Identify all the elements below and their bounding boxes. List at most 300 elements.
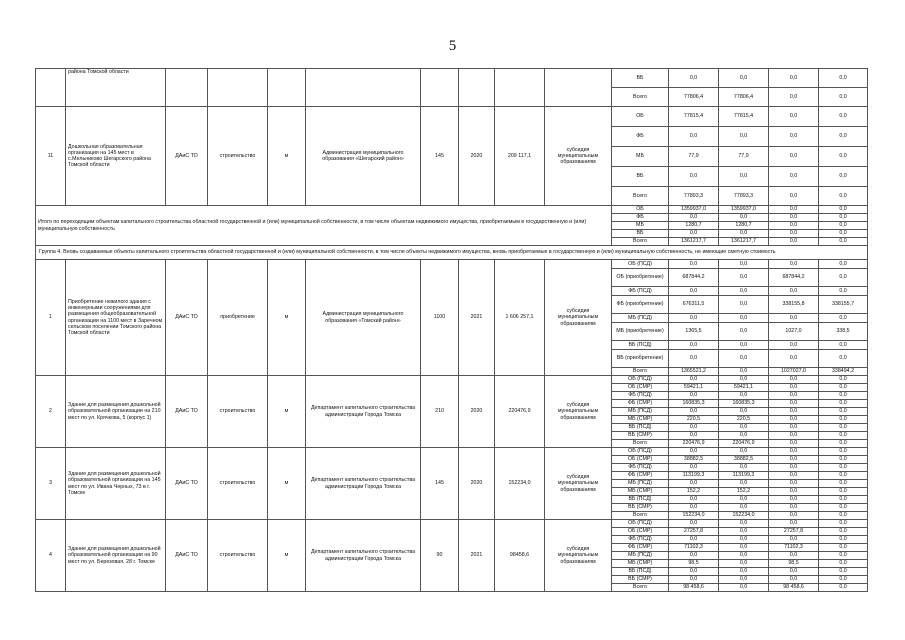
- fin-year-2021: 0,0: [769, 69, 819, 88]
- fin-total: 0,0: [669, 408, 719, 416]
- fin-year-2022: 0,0: [819, 167, 868, 187]
- fin-source: ФБ (ПСД): [612, 392, 669, 400]
- fin-year-2022: 0,0: [819, 464, 868, 472]
- fin-year-2020: 0,0: [719, 528, 769, 536]
- fin-source: ОБ (СМР): [612, 528, 669, 536]
- object-funding-form: субсидия муниципальным образованиям: [545, 376, 612, 448]
- object-unit: м: [268, 107, 306, 206]
- fin-total: 0,0: [669, 127, 719, 147]
- fin-year-2020: 113199,3: [719, 472, 769, 480]
- fin-total: 0,0: [669, 392, 719, 400]
- fin-year-2021: 0,0: [769, 536, 819, 544]
- fin-total: 77815,4: [669, 107, 719, 127]
- fin-year-2022: 0,0: [819, 560, 868, 568]
- fin-year-2022: 0,0: [819, 504, 868, 512]
- fin-year-2020: 77815,4: [719, 107, 769, 127]
- fin-year-2020: 152,2: [719, 488, 769, 496]
- fin-year-2022: 338,5: [819, 323, 868, 341]
- fin-year-2021: 0,0: [769, 576, 819, 584]
- fin-year-2020: 1359937,0: [719, 206, 769, 214]
- fin-total: 687844,2: [669, 269, 719, 287]
- object-recipient: Администрация муниципального образования «Томский район»: [306, 260, 421, 376]
- fin-source: МБ (приобретение): [612, 323, 669, 341]
- fin-year-2021: 71102,3: [769, 544, 819, 552]
- fin-year-2020: 0,0: [719, 504, 769, 512]
- fin-total: 98,5: [669, 560, 719, 568]
- fin-total: 0,0: [669, 576, 719, 584]
- fin-source: ВБ (ПСД): [612, 424, 669, 432]
- fin-source: ОБ: [612, 206, 669, 214]
- fin-year-2020: 0,0: [719, 448, 769, 456]
- group-header-row: [36, 246, 868, 260]
- fin-year-2022: 0,0: [819, 269, 868, 287]
- fin-year-2021: 0,0: [769, 408, 819, 416]
- fin-year-2021: 0,0: [769, 88, 819, 107]
- fin-total: 0,0: [669, 376, 719, 384]
- fin-source: ФБ: [612, 214, 669, 222]
- fin-source: МБ (ПСД): [612, 314, 669, 323]
- fin-year-2020: 77893,3: [719, 187, 769, 206]
- object-number: 11: [36, 107, 66, 206]
- fin-source: ФБ (СМР): [612, 472, 669, 480]
- fin-year-2021: 98 458,6: [769, 584, 819, 592]
- fin-year-2022: 0,0: [819, 341, 868, 350]
- fin-year-2022: 0,0: [819, 408, 868, 416]
- fin-year-2021: 0,0: [769, 504, 819, 512]
- fin-total: 0,0: [669, 214, 719, 222]
- fin-source: ФБ (ПСД): [612, 536, 669, 544]
- fin-year-2020: 0,0: [719, 341, 769, 350]
- fin-source: Всего: [612, 88, 669, 107]
- fin-year-2021: 0,0: [769, 287, 819, 296]
- object-work-type: строительство: [208, 520, 268, 592]
- fin-year-2021: 0,0: [769, 107, 819, 127]
- object-name: Здание для размещения дошкольной образовательной организации на 210 мест по ул. Крячкова, 5 (корпус 1): [66, 376, 166, 448]
- page-number: 5: [448, 38, 457, 54]
- fin-year-2020: 77806,4: [719, 88, 769, 107]
- fin-source: ОБ (ПСД): [612, 260, 669, 269]
- fin-year-2020: 0,0: [719, 576, 769, 584]
- fin-source: ФБ (ПСД): [612, 287, 669, 296]
- fin-year-2022: 0,0: [819, 147, 868, 167]
- fin-year-2020: 1361217,7: [719, 238, 769, 246]
- object-capacity: 1100: [421, 260, 459, 376]
- fin-year-2020: 0,0: [719, 464, 769, 472]
- fin-total: 1365,5: [669, 323, 719, 341]
- fin-year-2020: 77,9: [719, 147, 769, 167]
- fin-year-2022: 0,0: [819, 472, 868, 480]
- object-unit: м: [268, 520, 306, 592]
- fin-year-2021: 0,0: [769, 400, 819, 408]
- fin-total: 0,0: [669, 230, 719, 238]
- object-funding-form: субсидия муниципальным образованиям: [545, 260, 612, 376]
- fin-year-2021: 338155,8: [769, 296, 819, 314]
- object-customer: ДАиС ТО: [166, 260, 208, 376]
- fin-source: ОБ (СМР): [612, 384, 669, 392]
- fin-year-2021: 0,0: [769, 384, 819, 392]
- fin-total: 59421,1: [669, 384, 719, 392]
- fin-source: ВБ (приобретение): [612, 350, 669, 368]
- fin-year-2021: 0,0: [769, 480, 819, 488]
- fin-year-2022: 0,0: [819, 584, 868, 592]
- fin-total: 0,0: [669, 464, 719, 472]
- fin-year-2020: 0,0: [719, 544, 769, 552]
- fin-total: 220,5: [669, 416, 719, 424]
- fin-year-2022: 0,0: [819, 230, 868, 238]
- object-recipient: Департамент капитального строительства администрации Города Томска: [306, 520, 421, 592]
- fin-year-2021: 0,0: [769, 424, 819, 432]
- fin-year-2021: 98,5: [769, 560, 819, 568]
- fin-year-2021: 0,0: [769, 376, 819, 384]
- fin-total: 0,0: [669, 432, 719, 440]
- fin-source: МБ: [612, 147, 669, 167]
- fin-year-2020: 160835,3: [719, 400, 769, 408]
- fin-year-2021: 1027,0: [769, 323, 819, 341]
- object-year: 2021: [459, 260, 495, 376]
- fin-year-2022: 0,0: [819, 520, 868, 528]
- fin-source: ФБ (СМР): [612, 400, 669, 408]
- fin-year-2021: 0,0: [769, 260, 819, 269]
- fin-year-2021: 0,0: [769, 472, 819, 480]
- fin-year-2021: 0,0: [769, 496, 819, 504]
- fin-year-2022: 0,0: [819, 456, 868, 464]
- fin-source: Всего: [612, 512, 669, 520]
- fin-total: 0,0: [669, 504, 719, 512]
- fin-total: 0,0: [669, 260, 719, 269]
- object-name: Здание для размещения дошкольной образовательной организации на 145 мест по ул. Ивана Черных, 73 в г. Томске: [66, 448, 166, 520]
- fin-total: 38882,5: [669, 456, 719, 464]
- fin-year-2022: 0,0: [819, 552, 868, 560]
- object-customer: ДАиС ТО: [166, 107, 208, 206]
- fin-year-2022: 0,0: [819, 206, 868, 214]
- fin-year-2021: 0,0: [769, 552, 819, 560]
- object-cost: 220476,9: [495, 376, 545, 448]
- fin-year-2022: 0,0: [819, 448, 868, 456]
- table-row: [36, 69, 868, 88]
- fin-source: МБ (СМР): [612, 488, 669, 496]
- fin-year-2022: 0,0: [819, 400, 868, 408]
- fin-source: ОБ (СМР): [612, 456, 669, 464]
- fin-total: 676311,5: [669, 296, 719, 314]
- fin-year-2020: 38882,5: [719, 456, 769, 464]
- fin-year-2022: 0,0: [819, 88, 868, 107]
- fin-year-2022: 0,0: [819, 576, 868, 584]
- object-capacity: 210: [421, 376, 459, 448]
- fin-total: 0,0: [669, 424, 719, 432]
- fin-year-2022: 0,0: [819, 222, 868, 230]
- fin-year-2022: 0,0: [819, 392, 868, 400]
- fin-year-2022: 0,0: [819, 496, 868, 504]
- fin-year-2020: 0,0: [719, 260, 769, 269]
- object-funding-form: субсидия муниципальным образованиям: [545, 520, 612, 592]
- object-unit: м: [268, 260, 306, 376]
- object-cost: 152234,0: [495, 448, 545, 520]
- fin-year-2020: 0,0: [719, 584, 769, 592]
- group-4-title: Группа 4. Вновь создаваемые объекты капитального строительства областной государственной и (или) муниципальной собственности, в том числе объекты недвижимого имущества, вновь приобретаемые в государственную и (или) муниципальную собственность, не имеющие сметную стоимость: [36, 246, 868, 260]
- fin-source: ВБ (СМР): [612, 576, 669, 584]
- fin-year-2022: 0,0: [819, 69, 868, 88]
- object-unit: м: [268, 448, 306, 520]
- object-name: Дошкольная образовательная организация на 145 мест в с.Мельниково Шегарского района Томской области: [66, 107, 166, 206]
- fin-year-2020: 0,0: [719, 214, 769, 222]
- fin-year-2020: 220476,9: [719, 440, 769, 448]
- fin-source: МБ (ПСД): [612, 408, 669, 416]
- fin-year-2020: 0,0: [719, 350, 769, 368]
- fin-total: 0,0: [669, 520, 719, 528]
- object-number: 4: [36, 520, 66, 592]
- fin-year-2021: 0,0: [769, 341, 819, 350]
- fin-year-2020: 0,0: [719, 323, 769, 341]
- fin-year-2022: 0,0: [819, 350, 868, 368]
- fin-total: 27257,8: [669, 528, 719, 536]
- object-work-type: строительство: [208, 448, 268, 520]
- table-row: [36, 107, 868, 127]
- fin-source: Всего: [612, 187, 669, 206]
- fin-year-2021: 0,0: [769, 416, 819, 424]
- total-carryover-label: Итого по переходящим объектам капитального строительства областной государственной и (или) муниципальной собственности, в том числе объектам недвижимого имущества, приобретаемым в государственную и (или) муниципальную собственность: [36, 206, 612, 246]
- fin-year-2021: 0,0: [769, 432, 819, 440]
- fin-source: ОБ (ПСД): [612, 376, 669, 384]
- fin-year-2022: 0,0: [819, 287, 868, 296]
- fin-year-2020: 59421,1: [719, 384, 769, 392]
- fin-source: ВБ: [612, 230, 669, 238]
- fin-source: ВБ (ПСД): [612, 496, 669, 504]
- fin-year-2021: 0,0: [769, 456, 819, 464]
- fin-year-2021: 0,0: [769, 206, 819, 214]
- fin-year-2022: 0,0: [819, 314, 868, 323]
- table-row: [36, 448, 868, 456]
- object-customer: ДАиС ТО: [166, 520, 208, 592]
- fin-year-2022: 0,0: [819, 260, 868, 269]
- fin-year-2022: 0,0: [819, 424, 868, 432]
- fin-year-2021: 0,0: [769, 167, 819, 187]
- fin-total: 0,0: [669, 496, 719, 504]
- object-cost: 1 606 257,1: [495, 260, 545, 376]
- fin-year-2020: 1280,7: [719, 222, 769, 230]
- fin-source: МБ (ПСД): [612, 480, 669, 488]
- fin-year-2021: 0,0: [769, 350, 819, 368]
- object-name: Приобретение нежилого здания с инженерными сооружениями для размещения общеобразовательной организации на 1100 мест в Заречном сельском поселении Томского района Томской области: [66, 260, 166, 376]
- object-funding-form: субсидия муниципальным образованиям: [545, 107, 612, 206]
- fin-year-2020: 0,0: [719, 392, 769, 400]
- fin-year-2022: 0,0: [819, 488, 868, 496]
- fin-source: Всего: [612, 368, 669, 376]
- fin-total: 77,9: [669, 147, 719, 167]
- fin-year-2021: 687844,2: [769, 269, 819, 287]
- object-unit: м: [268, 376, 306, 448]
- fin-source: ОБ: [612, 107, 669, 127]
- fin-year-2022: 0,0: [819, 187, 868, 206]
- fin-year-2020: 0,0: [719, 408, 769, 416]
- fin-year-2021: 0,0: [769, 448, 819, 456]
- fin-total: 1280,7: [669, 222, 719, 230]
- fin-total: 0,0: [669, 314, 719, 323]
- table-row: [36, 206, 868, 214]
- fin-year-2022: 0,0: [819, 512, 868, 520]
- fin-total: 152,2: [669, 488, 719, 496]
- fin-source: ВБ (ПСД): [612, 341, 669, 350]
- fin-year-2021: 27257,8: [769, 528, 819, 536]
- fin-year-2021: 0,0: [769, 488, 819, 496]
- fin-total: 71102,3: [669, 544, 719, 552]
- fin-source: ОБ (ПСД): [612, 448, 669, 456]
- fin-year-2021: 1027027,0: [769, 368, 819, 376]
- fin-source: ВБ (СМР): [612, 432, 669, 440]
- fin-year-2021: 0,0: [769, 238, 819, 246]
- fin-year-2022: 338494,2: [819, 368, 868, 376]
- fin-total: 0,0: [669, 341, 719, 350]
- object-year: 2020: [459, 376, 495, 448]
- fin-year-2022: 0,0: [819, 416, 868, 424]
- fin-year-2020: 0,0: [719, 424, 769, 432]
- fin-total: 0,0: [669, 552, 719, 560]
- fin-total: 113199,3: [669, 472, 719, 480]
- fin-year-2020: 0,0: [719, 520, 769, 528]
- fin-year-2020: 0,0: [719, 560, 769, 568]
- fin-year-2020: 0,0: [719, 552, 769, 560]
- fin-source: МБ (СМР): [612, 560, 669, 568]
- fin-total: 160835,3: [669, 400, 719, 408]
- fin-year-2021: 0,0: [769, 147, 819, 167]
- fin-year-2022: 0,0: [819, 536, 868, 544]
- fin-year-2021: 0,0: [769, 230, 819, 238]
- object-number: 2: [36, 376, 66, 448]
- fin-source: ВБ: [612, 69, 669, 88]
- object-name: Здание для размещения дошкольной образовательной организации на 90 мест по ул. Березовая, 28 г. Томске: [66, 520, 166, 592]
- fin-total: 0,0: [669, 568, 719, 576]
- fin-total: 0,0: [669, 287, 719, 296]
- fin-total: 0,0: [669, 448, 719, 456]
- fin-source: Всего: [612, 238, 669, 246]
- fin-year-2021: 0,0: [769, 214, 819, 222]
- fin-year-2020: 0,0: [719, 368, 769, 376]
- fin-year-2020: 0,0: [719, 230, 769, 238]
- object-number: 1: [36, 260, 66, 376]
- table-row: [36, 376, 868, 384]
- fin-total: 1361217,7: [669, 238, 719, 246]
- fin-total: 1365521,2: [669, 368, 719, 376]
- object-recipient: Администрация муниципального образования «Шегарский район»: [306, 107, 421, 206]
- fin-year-2020: 0,0: [719, 314, 769, 323]
- fin-year-2021: 0,0: [769, 520, 819, 528]
- fin-year-2021: 0,0: [769, 392, 819, 400]
- fin-total: 0,0: [669, 167, 719, 187]
- object-name: района Томской области: [66, 69, 166, 107]
- fin-year-2020: 0,0: [719, 269, 769, 287]
- object-year: 2020: [459, 448, 495, 520]
- fin-year-2020: 0,0: [719, 167, 769, 187]
- fin-total: 1359937,0: [669, 206, 719, 214]
- fin-source: МБ (СМР): [612, 416, 669, 424]
- fin-year-2020: 0,0: [719, 496, 769, 504]
- fin-source: Всего: [612, 440, 669, 448]
- table-row: [36, 520, 868, 528]
- fin-year-2022: 0,0: [819, 127, 868, 147]
- fin-total: 77806,4: [669, 88, 719, 107]
- fin-year-2020: 0,0: [719, 127, 769, 147]
- fin-source: ФБ (ПСД): [612, 464, 669, 472]
- fin-total: 152234,0: [669, 512, 719, 520]
- object-cost: 209 117,1: [495, 107, 545, 206]
- fin-source: МБ (ПСД): [612, 552, 669, 560]
- fin-year-2020: 0,0: [719, 69, 769, 88]
- object-year: 2020: [459, 107, 495, 206]
- fin-source: ФБ (СМР): [612, 544, 669, 552]
- object-work-type: строительство: [208, 376, 268, 448]
- fin-year-2022: 0,0: [819, 528, 868, 536]
- fin-source: ВБ: [612, 167, 669, 187]
- fin-year-2022: 0,0: [819, 107, 868, 127]
- object-capacity: 145: [421, 448, 459, 520]
- fin-year-2022: 0,0: [819, 544, 868, 552]
- fin-year-2021: 0,0: [769, 464, 819, 472]
- fin-year-2021: 0,0: [769, 314, 819, 323]
- object-cost: 98458,6: [495, 520, 545, 592]
- fin-year-2020: 0,0: [719, 568, 769, 576]
- fin-year-2020: 0,0: [719, 536, 769, 544]
- fin-year-2020: 0,0: [719, 287, 769, 296]
- fin-year-2021: 0,0: [769, 568, 819, 576]
- object-capacity: 90: [421, 520, 459, 592]
- fin-year-2021: 0,0: [769, 187, 819, 206]
- object-work-type: приобретение: [208, 260, 268, 376]
- fin-source: ФБ: [612, 127, 669, 147]
- object-year: 2021: [459, 520, 495, 592]
- fin-year-2022: 338155,7: [819, 296, 868, 314]
- fin-year-2020: 0,0: [719, 480, 769, 488]
- fin-total: 0,0: [669, 480, 719, 488]
- fin-source: Всего: [612, 584, 669, 592]
- fin-total: 98 458,6: [669, 584, 719, 592]
- object-customer: ДАиС ТО: [166, 376, 208, 448]
- fin-year-2022: 0,0: [819, 214, 868, 222]
- fin-total: 220476,9: [669, 440, 719, 448]
- fin-year-2021: 0,0: [769, 512, 819, 520]
- program-table: [35, 68, 868, 592]
- fin-source: ОБ (приобретение): [612, 269, 669, 287]
- fin-source: ВБ (СМР): [612, 504, 669, 512]
- fin-year-2020: 0,0: [719, 296, 769, 314]
- object-capacity: 145: [421, 107, 459, 206]
- fin-year-2020: 152234,0: [719, 512, 769, 520]
- object-recipient: Департамент капитального строительства администрации Города Томска: [306, 376, 421, 448]
- fin-year-2020: 0,0: [719, 376, 769, 384]
- fin-year-2021: 0,0: [769, 440, 819, 448]
- fin-year-2022: 0,0: [819, 440, 868, 448]
- fin-source: ФБ (приобретение): [612, 296, 669, 314]
- fin-year-2020: 0,0: [719, 432, 769, 440]
- object-number: 3: [36, 448, 66, 520]
- table-row: [36, 260, 868, 269]
- fin-year-2021: 0,0: [769, 127, 819, 147]
- fin-year-2021: 0,0: [769, 222, 819, 230]
- fin-year-2022: 0,0: [819, 480, 868, 488]
- fin-year-2022: 0,0: [819, 384, 868, 392]
- fin-year-2022: 0,0: [819, 568, 868, 576]
- object-customer: ДАиС ТО: [166, 448, 208, 520]
- object-funding-form: субсидия муниципальным образованиям: [545, 448, 612, 520]
- fin-total: 0,0: [669, 536, 719, 544]
- fin-total: 77893,3: [669, 187, 719, 206]
- fin-year-2022: 0,0: [819, 376, 868, 384]
- object-recipient: Департамент капитального строительства администрации Города Томска: [306, 448, 421, 520]
- fin-year-2022: 0,0: [819, 238, 868, 246]
- fin-total: 0,0: [669, 69, 719, 88]
- fin-source: МБ: [612, 222, 669, 230]
- fin-source: ОБ (ПСД): [612, 520, 669, 528]
- fin-year-2022: 0,0: [819, 432, 868, 440]
- object-work-type: строительство: [208, 107, 268, 206]
